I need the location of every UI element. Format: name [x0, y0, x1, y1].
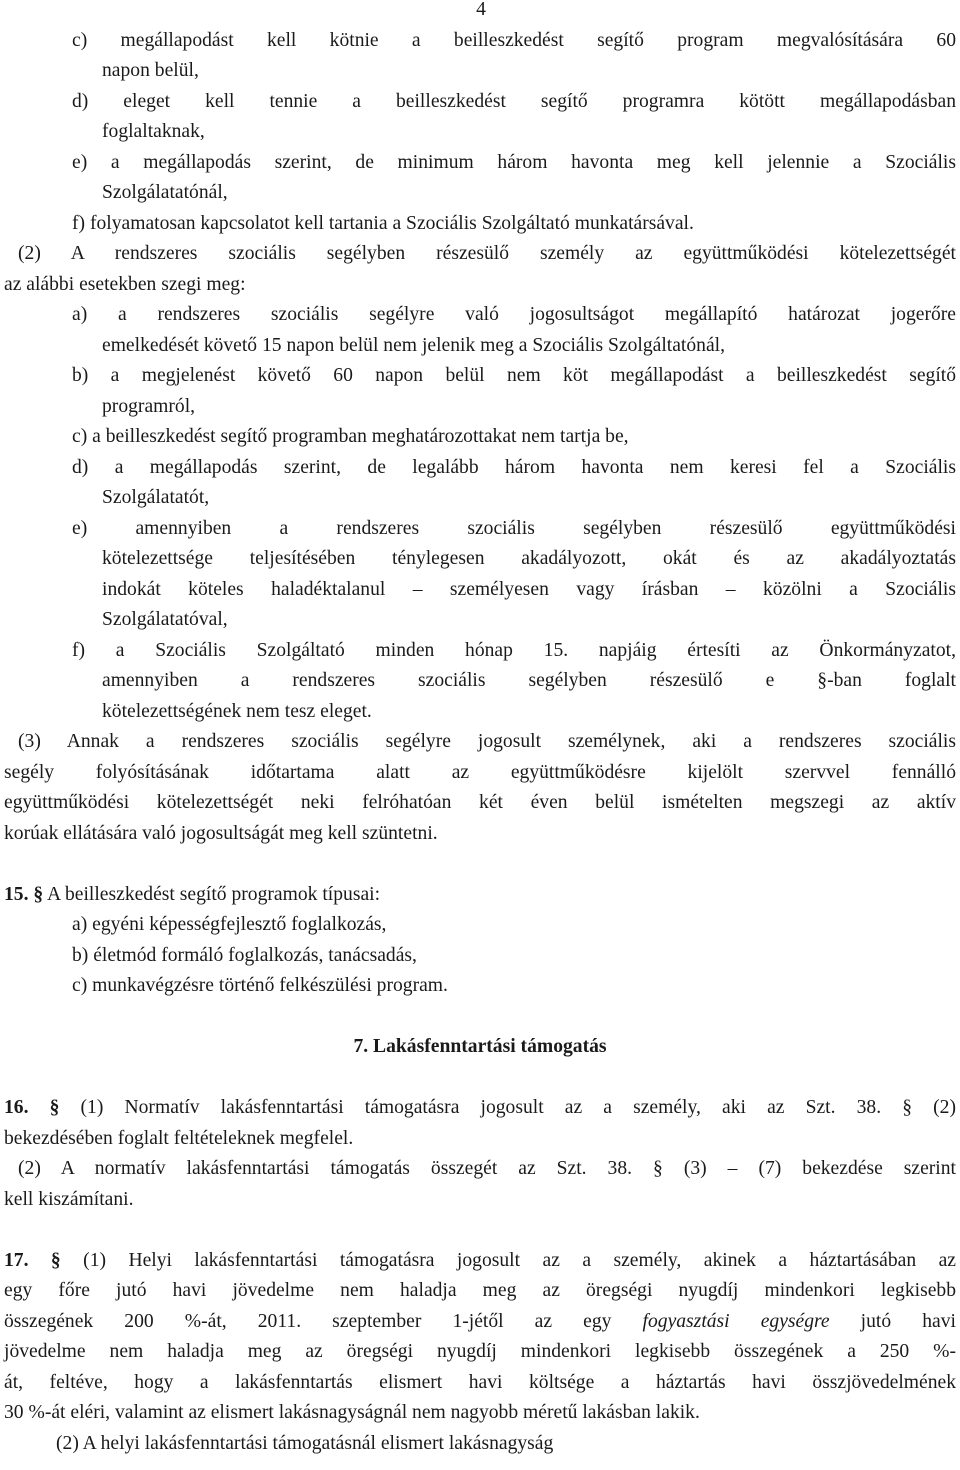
- text-line: [72, 636, 956, 667]
- line-text: napon belül,: [102, 60, 199, 81]
- line-text: korúak ellátására való jogosultságát meg kell szüntetni.: [4, 823, 438, 844]
- section-heading: 7. Lakásfenntartási támogatás: [353, 1036, 607, 1057]
- section-number: 17. §: [4, 1250, 61, 1271]
- text-line: [102, 544, 956, 575]
- line-text: 30 %-át eléri, valamint az elismert lakásnagyságnál nem nagyobb méretű lakásban lakik.: [4, 1402, 700, 1423]
- text-line: [4, 1246, 956, 1277]
- text-line: [18, 1154, 956, 1185]
- text-line: [102, 483, 956, 514]
- line-text: összegének 200 %-át, 2011. szeptember 1-jétől az egy: [4, 1311, 612, 1332]
- line-text: programról,: [102, 396, 196, 417]
- line-text: jövedelme nem haladja meg az öregségi nyugdíj mindenkori legkisebb összegének a 250 %-: [4, 1341, 956, 1362]
- text-line: [72, 971, 956, 1002]
- text-line: [4, 819, 956, 850]
- line-text-tail: jutó havi: [829, 1311, 956, 1332]
- text-line: [102, 178, 956, 209]
- line-text: e) a megállapodás szerint, de minimum három havonta meg kell jelennie a Szociális: [72, 152, 956, 173]
- text-line: [72, 941, 956, 972]
- line-text: f) folyamatosan kapcsolatot kell tartania a Szociális Szolgáltató munkatársával.: [72, 213, 694, 234]
- line-text: c) munkavégzésre történő felkészülési program.: [72, 975, 448, 996]
- text-line: [4, 1368, 956, 1399]
- text-line: [102, 575, 956, 606]
- text-line: [18, 727, 956, 758]
- line-text: b) a megjelenést követő 60 napon belül nem köt megállapodást a beilleszkedést segítő: [72, 365, 956, 386]
- line-text: (2) A rendszeres szociális segélyben részesülő személy az együttműködési kötelezettségét: [18, 243, 956, 264]
- text-line: [56, 1429, 956, 1460]
- text-line: [4, 1124, 956, 1155]
- text-line: [72, 514, 956, 545]
- line-text: bekezdésében foglalt feltételeknek megfelel.: [4, 1128, 354, 1149]
- text-line: [4, 1093, 956, 1124]
- text-line: [4, 270, 956, 301]
- text-line: [102, 331, 956, 362]
- text-line: [4, 1276, 956, 1307]
- section-number: 16. §: [4, 1097, 60, 1118]
- text-line: [18, 239, 956, 270]
- line-text: emelkedését követő 15 napon belül nem jelenik meg a Szociális Szolgáltatónál,: [102, 335, 726, 356]
- text-line: [72, 87, 956, 118]
- line-text: (2) A normatív lakásfenntartási támogatás összegét az Szt. 38. § (3) – (7) bekezdése szerint: [18, 1158, 956, 1179]
- line-text: Szolgálatatóval,: [102, 609, 228, 630]
- line-text: foglaltaknak,: [102, 121, 205, 142]
- line-text: kötelezettsége teljesítésében ténylegesen akadályozott, okát és az akadályoztatás: [102, 548, 956, 569]
- text-line: [102, 56, 956, 87]
- text-line: [72, 300, 956, 331]
- text-line: [4, 758, 956, 789]
- page-number: 4: [476, 0, 486, 20]
- emphasis-text: fogyasztási egységre: [642, 1311, 830, 1332]
- section-number: 15. §: [4, 884, 44, 905]
- line-text: (1) Normatív lakásfenntartási támogatásra jogosult az a személy, aki az Szt. 38. § (2): [59, 1097, 956, 1118]
- line-text: Szolgálatatónál,: [102, 182, 228, 203]
- text-line: [72, 422, 956, 453]
- line-text: c) a beilleszkedést segítő programban meghatározottakat nem tartja be,: [72, 426, 629, 447]
- text-line: [4, 1337, 956, 1368]
- line-text: együttműködési kötelezettségét neki felróhatóan két éven belül ismételten megszegi az aktív: [4, 792, 956, 813]
- text-line: [4, 1307, 956, 1338]
- text-line: [72, 26, 956, 57]
- text-line: [102, 392, 956, 423]
- line-text: Szolgálatatót,: [102, 487, 210, 508]
- text-line: [4, 1185, 956, 1216]
- line-text: c) megállapodást kell kötnie a beilleszkedést segítő program megvalósítására 60: [72, 30, 956, 51]
- text-line: [72, 148, 956, 179]
- text-line: [102, 117, 956, 148]
- line-text: (3) Annak a rendszeres szociális segélyre jogosult személynek, aki a rendszeres szociális: [18, 731, 956, 752]
- line-text: át, feltéve, hogy a lakásfenntartás elismert havi költsége a háztartás havi összjövedelmének: [4, 1372, 956, 1393]
- line-text: d) eleget kell tennie a beilleszkedést segítő programra kötött megállapodásban: [72, 91, 956, 112]
- text-line: [4, 788, 956, 819]
- line-text: A beilleszkedést segítő programok típusai:: [43, 884, 381, 905]
- line-text: segély folyósításának időtartama alatt az együttműködésre kijelölt szervvel fennálló: [4, 762, 956, 783]
- line-text: egy főre jutó havi jövedelme nem haladja meg az öregségi nyugdíj mindenkori legkisebb: [4, 1280, 956, 1301]
- line-text: amennyiben a rendszeres szociális segélyben részesülő e §-ban foglalt: [102, 670, 956, 691]
- line-text: (2) A helyi lakásfenntartási támogatásnál elismert lakásnagyság: [56, 1433, 554, 1454]
- line-text: az alábbi esetekben szegi meg:: [4, 274, 246, 295]
- text-line: [4, 1398, 956, 1429]
- line-text: d) a megállapodás szerint, de legalább három havonta nem keresi fel a Szociális: [72, 457, 956, 478]
- text-line: [102, 605, 956, 636]
- line-text: a) egyéni képességfejlesztő foglalkozás,: [72, 914, 387, 935]
- line-text: kötelezettségének nem tesz eleget.: [102, 701, 372, 722]
- line-text: e) amennyiben a rendszeres szociális segélyben részesülő együttműködési: [72, 518, 956, 539]
- text-line: [4, 880, 956, 911]
- text-line: [102, 697, 956, 728]
- line-text: kell kiszámítani.: [4, 1189, 134, 1210]
- text-line: [72, 361, 956, 392]
- text-line: [102, 666, 956, 697]
- line-text: f) a Szociális Szolgáltató minden hónap 15. napjáig értesíti az Önkormányzatot,: [72, 640, 956, 661]
- text-line: [72, 209, 956, 240]
- line-text: b) életmód formáló foglalkozás, tanácsadás,: [72, 945, 417, 966]
- line-text: (1) Helyi lakásfenntartási támogatásra jogosult az a személy, akinek a háztartásában az: [60, 1250, 957, 1271]
- line-text: indokát köteles haladéktalanul – személyesen vagy írásban – közölni a Szociális: [102, 579, 956, 600]
- line-text: a) a rendszeres szociális segélyre való jogosultságot megállapító határozat jogerőre: [72, 304, 956, 325]
- text-line: [72, 453, 956, 484]
- text-line: [72, 910, 956, 941]
